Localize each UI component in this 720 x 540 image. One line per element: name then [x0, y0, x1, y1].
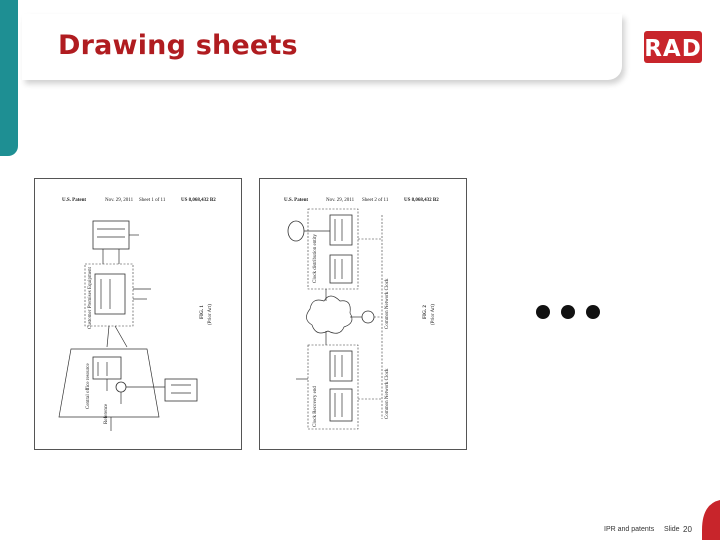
sheet-2-header-sheet: Sheet 2 of 11 [362, 198, 389, 203]
sheet-1-fig-label: FIG. 1 [200, 305, 205, 319]
sheet-1-header-left: U.S. Patent [62, 198, 87, 203]
footer-slide-label: Slide [664, 526, 680, 533]
sheet-2-fig-label: FIG. 2 [423, 305, 428, 319]
sheet-2-header-left: U.S. Patent [284, 198, 309, 203]
sheet-1-fig-sub: (Prior Art) [208, 304, 213, 325]
sheet-1-drawing [35, 179, 241, 449]
ellipsis-dot [561, 305, 575, 319]
sheet-1-header-sheet: Sheet 1 of 11 [139, 198, 166, 203]
sheet-2-fig-sub: (Prior Art) [431, 304, 436, 325]
svg-text:Clock distribution entity: Clock distribution entity [313, 234, 318, 283]
page-title: Drawing sheets [58, 30, 298, 61]
svg-text:Common Network Clock: Common Network Clock [385, 278, 390, 329]
sheet-2-header-date: Nov. 29, 2011 [326, 198, 355, 203]
corner-accent [690, 500, 720, 540]
ellipsis-dot [586, 305, 600, 319]
sheet-2-drawing [260, 179, 466, 449]
svg-text:Clock Recovery end: Clock Recovery end [313, 386, 318, 427]
svg-text:Central office resource: Central office resource [86, 363, 91, 409]
logo-text: RAD [644, 36, 702, 62]
svg-text:Customer Premises Equipment: Customer Premises Equipment [88, 267, 93, 329]
sheet-1-header-date: Nov. 29, 2011 [105, 198, 134, 203]
footer-topic: IPR and patents [604, 526, 655, 533]
patent-drawing-sheet-1 [34, 178, 242, 450]
ellipsis-dot [536, 305, 550, 319]
more-sheets-ellipsis [536, 305, 600, 319]
svg-text:Common Network Clock: Common Network Clock [385, 368, 390, 419]
patent-drawing-sheet-2 [259, 178, 467, 450]
sheet-1-header-number: US 8,068,432 B2 [181, 198, 216, 203]
sheet-2-header-number: US 8,068,432 B2 [404, 198, 439, 203]
rad-logo [642, 26, 704, 68]
footer-slide-number: 20 [683, 525, 692, 534]
left-accent-bar [0, 0, 18, 156]
svg-text:Reference: Reference [104, 403, 109, 424]
